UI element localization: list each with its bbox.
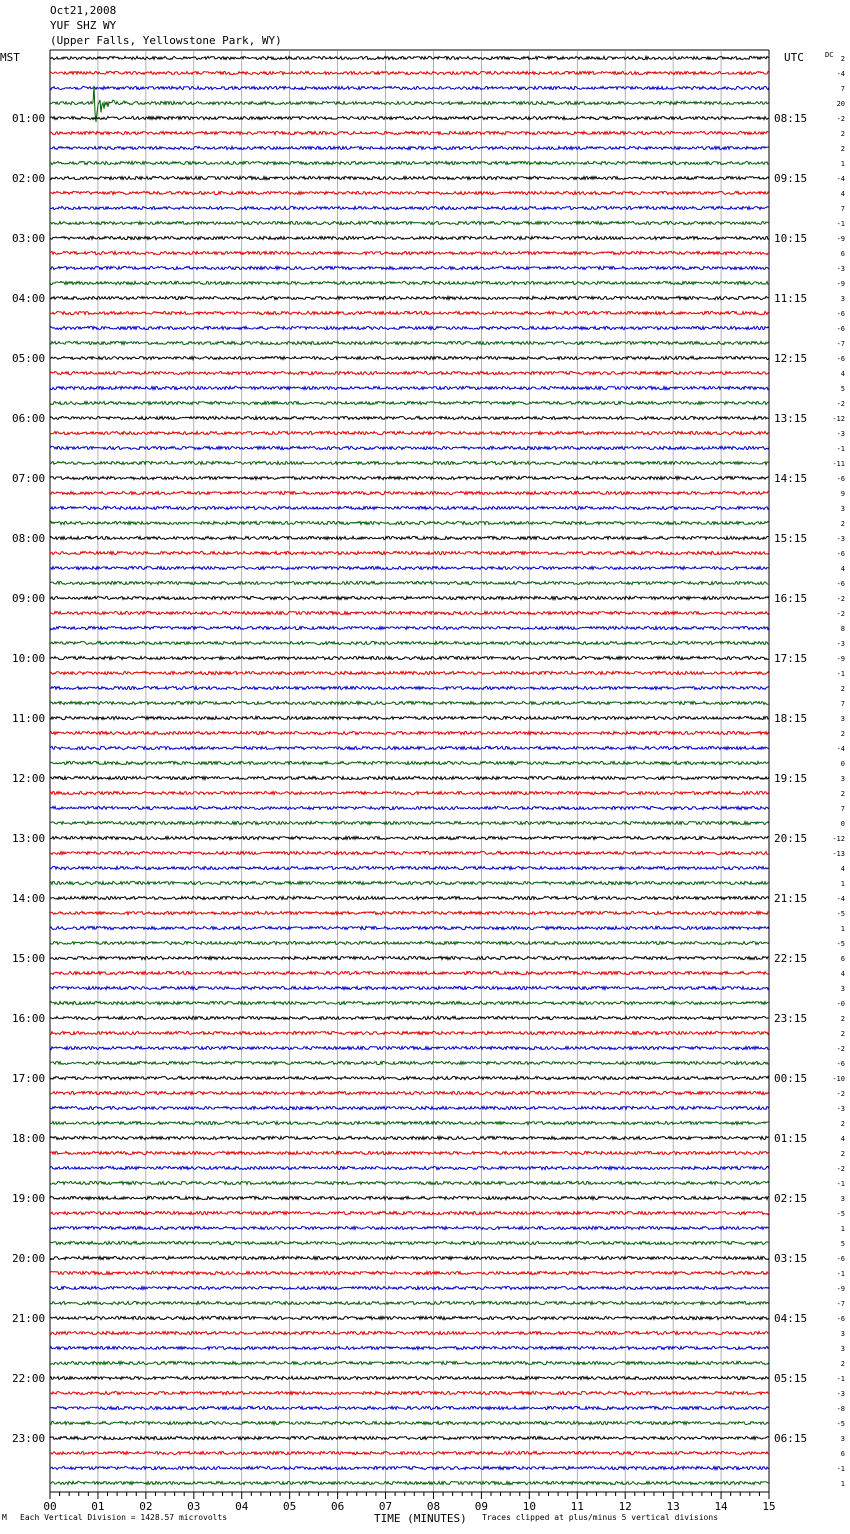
mst-hour-label: 10:00 [12, 652, 46, 665]
dc-offset-value: 6 [840, 250, 845, 258]
dc-offset-value: -5 [836, 940, 845, 948]
x-tick-label: 11 [570, 1500, 584, 1513]
dc-offset-value: 2 [840, 1360, 845, 1368]
dc-offset-value: -6 [836, 310, 845, 318]
seismogram-trace [50, 626, 769, 629]
x-tick-label: 06 [330, 1500, 345, 1513]
dc-offset-value: 3 [840, 715, 845, 723]
mst-hour-label: 06:00 [12, 412, 46, 425]
seismogram-trace [50, 551, 769, 554]
mst-hour-label: 11:00 [12, 712, 46, 725]
seismogram-trace [50, 1211, 769, 1214]
dc-offset-value: -6 [836, 580, 845, 588]
x-tick-label: 14 [714, 1500, 728, 1513]
seismogram-trace [50, 311, 769, 314]
dc-offset-value: 7 [840, 85, 845, 93]
dc-offset-value: 7 [840, 805, 845, 813]
mst-hour-label: 01:00 [12, 112, 46, 125]
seismogram-trace [50, 716, 769, 719]
utc-hour-label: 01:15 [774, 1132, 808, 1145]
seismogram-trace [50, 896, 769, 899]
dc-offset-value: 4 [840, 970, 845, 978]
dc-offset-value: -4 [836, 745, 845, 753]
seismogram-trace [50, 191, 769, 194]
seismogram-trace [50, 851, 769, 854]
mst-hour-label: 20:00 [12, 1252, 46, 1265]
utc-hour-label: 19:15 [774, 772, 808, 785]
seismogram-trace [50, 221, 769, 224]
seismogram-trace [50, 1406, 769, 1409]
dc-offset-value: 4 [840, 190, 845, 198]
utc-hour-label: 23:15 [774, 1012, 808, 1025]
dc-offset-value: -1 [836, 1270, 845, 1278]
seismogram-trace [50, 1046, 769, 1049]
seismogram-trace [50, 131, 769, 134]
seismogram-trace [50, 476, 769, 479]
seismogram-trace [50, 116, 769, 119]
seismogram-trace [50, 671, 769, 674]
seismogram-trace [50, 161, 769, 164]
seismogram-trace [50, 1001, 769, 1004]
mst-hour-label: 12:00 [12, 772, 46, 785]
mst-hour-label: 22:00 [12, 1372, 46, 1385]
seismogram-trace [50, 1031, 769, 1034]
dc-offset-value: 2 [840, 55, 845, 63]
dc-offset-value: 2 [840, 1150, 845, 1158]
station-location: (Upper Falls, Yellowstone Park, WY) [50, 34, 282, 47]
x-tick-label: 00 [43, 1500, 57, 1513]
seismogram-trace [50, 881, 769, 884]
utc-hour-label: 00:15 [774, 1072, 808, 1085]
mst-hour-label: 13:00 [12, 832, 46, 845]
seismogram-trace [50, 941, 769, 944]
dc-offset-value: 2 [840, 1015, 845, 1023]
utc-hour-label: 15:15 [774, 532, 808, 545]
seismogram-trace [50, 1076, 769, 1079]
seismogram-trace [50, 611, 769, 614]
mst-hour-label: 09:00 [12, 592, 46, 605]
dc-offset-value: -6 [836, 325, 845, 333]
dc-offset-value: 3 [840, 985, 845, 993]
seismogram-trace [50, 776, 769, 779]
seismogram-trace [50, 1151, 769, 1154]
dc-offset-value: -3 [836, 640, 845, 648]
seismogram-trace [50, 791, 769, 794]
dc-offset-value: -9 [836, 280, 845, 288]
seismogram-trace [50, 1241, 769, 1244]
dc-offset-value: 8 [840, 625, 845, 633]
dc-offset-value: -2 [836, 610, 845, 618]
seismogram-trace [50, 686, 769, 689]
dc-offset-value: -3 [836, 1390, 845, 1398]
dc-offset-value: -3 [836, 535, 845, 543]
seismogram-trace [50, 536, 769, 539]
seismogram-trace [50, 956, 769, 959]
utc-hour-label: 10:15 [774, 232, 808, 245]
dc-offset-value: 2 [840, 730, 845, 738]
seismogram-trace [50, 1226, 769, 1229]
utc-hour-label: 03:15 [774, 1252, 808, 1265]
dc-offset-value: 6 [840, 955, 845, 963]
dc-offset-value: 1 [840, 1225, 845, 1233]
utc-hour-label: 16:15 [774, 592, 808, 605]
seismogram-trace [50, 971, 769, 974]
seismogram-trace [50, 701, 769, 704]
mst-hour-label: 21:00 [12, 1312, 46, 1325]
seismogram-trace [50, 1271, 769, 1274]
seismogram-trace [50, 746, 769, 749]
seismogram-trace [50, 986, 769, 989]
dc-offset-value: -6 [836, 1315, 845, 1323]
seismogram-trace [50, 506, 769, 509]
x-tick-label: 07 [378, 1500, 393, 1513]
dc-offset-value: 3 [840, 1345, 845, 1353]
seismogram-trace [50, 836, 769, 839]
dc-label: DC [825, 51, 834, 59]
dc-offset-value: 6 [840, 1450, 845, 1458]
seismogram-trace [50, 1016, 769, 1019]
seismogram-trace [50, 86, 769, 123]
mst-axis-label: MST [0, 51, 20, 64]
dc-offset-value: 3 [840, 1195, 845, 1203]
dc-offset-value: 2 [840, 145, 845, 153]
utc-hour-label: 13:15 [774, 412, 808, 425]
utc-hour-label: 11:15 [774, 292, 808, 305]
seismogram-trace [50, 1481, 769, 1484]
dc-offset-value: 3 [840, 295, 845, 303]
plot-date: Oct21,2008 [50, 4, 117, 17]
dc-offset-value: -0 [836, 1000, 845, 1008]
seismogram-trace [50, 266, 769, 269]
seismogram-trace [50, 206, 769, 209]
dc-offset-value: -2 [836, 1045, 845, 1053]
x-tick-label: 10 [522, 1500, 536, 1513]
utc-hour-label: 17:15 [774, 652, 808, 665]
dc-offset-value: -11 [832, 460, 845, 468]
dc-offset-value: 7 [840, 205, 845, 213]
dc-offset-value: 2 [840, 790, 845, 798]
seismogram-trace [50, 176, 769, 179]
dc-offset-value: -6 [836, 550, 845, 558]
scale-note: Each Vertical Division = 1428.57 microvolts [20, 1513, 228, 1522]
dc-offset-value: -5 [836, 910, 845, 918]
dc-offset-value: 2 [840, 1120, 845, 1128]
seismogram-trace [50, 1061, 769, 1064]
dc-offset-value: -1 [836, 670, 845, 678]
seismogram-trace [50, 71, 769, 74]
seismogram-trace [50, 656, 769, 659]
seismogram-trace [50, 806, 769, 809]
utc-hour-label: 04:15 [774, 1312, 808, 1325]
seismogram-trace [50, 1376, 769, 1379]
x-tick-label: 05 [283, 1500, 297, 1513]
seismogram-trace [50, 1466, 769, 1469]
seismogram-trace [50, 251, 769, 254]
dc-offset-value: -2 [836, 1165, 845, 1173]
dc-offset-value: -7 [836, 1300, 845, 1308]
dc-offset-value: 2 [840, 130, 845, 138]
dc-offset-value: -2 [836, 595, 845, 603]
utc-hour-label: 21:15 [774, 892, 808, 905]
seismogram-trace [50, 461, 769, 464]
seismogram-trace [50, 1136, 769, 1139]
dc-offset-value: 2 [840, 520, 845, 528]
mst-hour-label: 19:00 [12, 1192, 46, 1205]
x-axis-title: TIME (MINUTES) [374, 1512, 467, 1525]
dc-offset-value: -2 [836, 1090, 845, 1098]
x-tick-label: 01 [91, 1500, 105, 1513]
seismogram-trace [50, 56, 769, 59]
mst-hour-label: 03:00 [12, 232, 46, 245]
dc-offset-value: 0 [840, 820, 845, 828]
seismogram-trace [50, 1106, 769, 1109]
dc-offset-value: -13 [832, 850, 845, 858]
utc-hour-label: 12:15 [774, 352, 808, 365]
seismogram-trace [50, 1421, 769, 1424]
seismogram-trace [50, 341, 769, 344]
seismogram-trace [50, 1361, 769, 1364]
seismogram-trace [50, 1451, 769, 1454]
seismogram-trace [50, 401, 769, 404]
seismogram-trace [50, 1391, 769, 1394]
seismogram-trace [50, 581, 769, 584]
seismogram-trace [50, 1181, 769, 1184]
seismogram-trace [50, 146, 769, 149]
mst-hour-label: 14:00 [12, 892, 46, 905]
seismogram-trace [50, 296, 769, 299]
dc-offset-value: 4 [840, 1135, 845, 1143]
seismogram-trace [50, 326, 769, 329]
dc-offset-value: -1 [836, 1180, 845, 1188]
utc-hour-label: 06:15 [774, 1432, 808, 1445]
dc-offset-value: -4 [836, 895, 845, 903]
mst-hour-label: 05:00 [12, 352, 46, 365]
dc-offset-value: -2 [836, 115, 845, 123]
utc-hour-label: 18:15 [774, 712, 808, 725]
seismogram-trace [50, 1256, 769, 1259]
x-tick-label: 02 [139, 1500, 153, 1513]
seismogram-trace [50, 821, 769, 824]
mst-hour-label: 17:00 [12, 1072, 46, 1085]
mst-hour-label: 15:00 [12, 952, 46, 965]
seismogram-trace [50, 1436, 769, 1439]
x-tick-label: 12 [618, 1500, 632, 1513]
dc-offset-value: -6 [836, 475, 845, 483]
dc-offset-value: 20 [836, 100, 845, 108]
dc-offset-value: -8 [836, 1405, 845, 1413]
seismogram-trace [50, 356, 769, 359]
seismogram-trace [50, 491, 769, 494]
seismogram-trace [50, 86, 769, 89]
dc-offset-value: 4 [840, 865, 845, 873]
seismogram-trace [50, 1301, 769, 1304]
seismogram-trace [50, 1316, 769, 1319]
x-tick-label: 09 [474, 1500, 489, 1513]
dc-offset-value: -12 [832, 835, 845, 843]
dc-offset-value: -6 [836, 1255, 845, 1263]
clip-note: Traces clipped at plus/minus 5 vertical divisions [482, 1513, 719, 1522]
dc-offset-value: -9 [836, 655, 845, 663]
seismogram-trace [50, 1121, 769, 1124]
seismogram-trace [50, 596, 769, 599]
utc-hour-label: 14:15 [774, 472, 808, 485]
dc-offset-value: 3 [840, 1435, 845, 1443]
dc-offset-value: 2 [840, 1030, 845, 1038]
dc-offset-value: 3 [840, 775, 845, 783]
dc-offset-value: -3 [836, 1105, 845, 1113]
mst-hour-label: 02:00 [12, 172, 46, 185]
mst-hour-label: 04:00 [12, 292, 46, 305]
dc-offset-value: -1 [836, 1465, 845, 1473]
x-tick-label: 08 [426, 1500, 441, 1513]
station-code: YUF SHZ WY [50, 19, 117, 32]
seismogram-trace [50, 641, 769, 644]
utc-hour-label: 22:15 [774, 952, 808, 965]
seismogram-trace [50, 1331, 769, 1334]
seismogram-trace [50, 1286, 769, 1289]
dc-offset-value: -6 [836, 1060, 845, 1068]
dc-offset-value: 0 [840, 760, 845, 768]
seismogram-trace [50, 911, 769, 914]
dc-offset-value: 1 [840, 880, 845, 888]
seismogram-trace [50, 761, 769, 764]
utc-axis-label: UTC [784, 51, 804, 64]
dc-offset-value: 4 [840, 370, 845, 378]
dc-offset-value: 5 [840, 1240, 845, 1248]
seismogram-trace [50, 731, 769, 734]
dc-offset-value: -1 [836, 1375, 845, 1383]
utc-hour-label: 20:15 [774, 832, 808, 845]
dc-offset-value: 1 [840, 1480, 845, 1488]
seismogram-trace [50, 386, 769, 389]
dc-offset-value: 7 [840, 700, 845, 708]
seismogram-trace [50, 1091, 769, 1094]
dc-offset-value: 4 [840, 565, 845, 573]
seismogram-trace [50, 926, 769, 929]
dc-offset-value: 9 [840, 490, 845, 498]
mst-hour-label: 07:00 [12, 472, 46, 485]
dc-offset-value: -2 [836, 400, 845, 408]
seismogram-trace [50, 446, 769, 449]
dc-offset-value: 5 [840, 385, 845, 393]
dc-offset-value: 3 [840, 505, 845, 513]
dc-offset-value: -7 [836, 340, 845, 348]
seismogram-trace [50, 866, 769, 869]
mst-hour-label: 23:00 [12, 1432, 46, 1445]
dc-offset-value: -5 [836, 1210, 845, 1218]
x-tick-label: 15 [762, 1500, 776, 1513]
mst-hour-label: 18:00 [12, 1132, 46, 1145]
seismogram-trace [50, 281, 769, 284]
utc-hour-label: 02:15 [774, 1192, 808, 1205]
utc-hour-label: 05:15 [774, 1372, 808, 1385]
dc-offset-value: -4 [836, 175, 845, 183]
corner-mark: M [2, 1513, 7, 1522]
dc-offset-value: -1 [836, 445, 845, 453]
utc-hour-label: 09:15 [774, 172, 808, 185]
dc-offset-value: -9 [836, 235, 845, 243]
seismogram-trace [50, 416, 769, 419]
mst-hour-label: 16:00 [12, 1012, 46, 1025]
dc-offset-value: 1 [840, 925, 845, 933]
dc-offset-value: -3 [836, 265, 845, 273]
seismogram-trace [50, 1346, 769, 1349]
utc-hour-label: 08:15 [774, 112, 808, 125]
dc-offset-value: -9 [836, 1285, 845, 1293]
dc-offset-value: -5 [836, 1420, 845, 1428]
mst-hour-label: 08:00 [12, 532, 46, 545]
x-tick-label: 03 [187, 1500, 201, 1513]
dc-offset-value: -6 [836, 355, 845, 363]
dc-offset-value: -4 [836, 70, 845, 78]
dc-offset-value: 3 [840, 1330, 845, 1338]
dc-offset-value: -1 [836, 220, 845, 228]
seismogram-trace [50, 566, 769, 569]
x-tick-label: 13 [666, 1500, 680, 1513]
seismogram-trace [50, 236, 769, 239]
seismogram-trace [50, 521, 769, 524]
seismogram-trace [50, 431, 769, 434]
dc-offset-value: 2 [840, 685, 845, 693]
dc-offset-value: -10 [832, 1075, 845, 1083]
dc-offset-value: -12 [832, 415, 845, 423]
dc-offset-value: -3 [836, 430, 845, 438]
dc-offset-value: 1 [840, 160, 845, 168]
seismogram-trace [50, 1166, 769, 1169]
x-tick-label: 04 [235, 1500, 249, 1513]
seismogram-trace [50, 1196, 769, 1199]
seismogram-trace [50, 371, 769, 374]
